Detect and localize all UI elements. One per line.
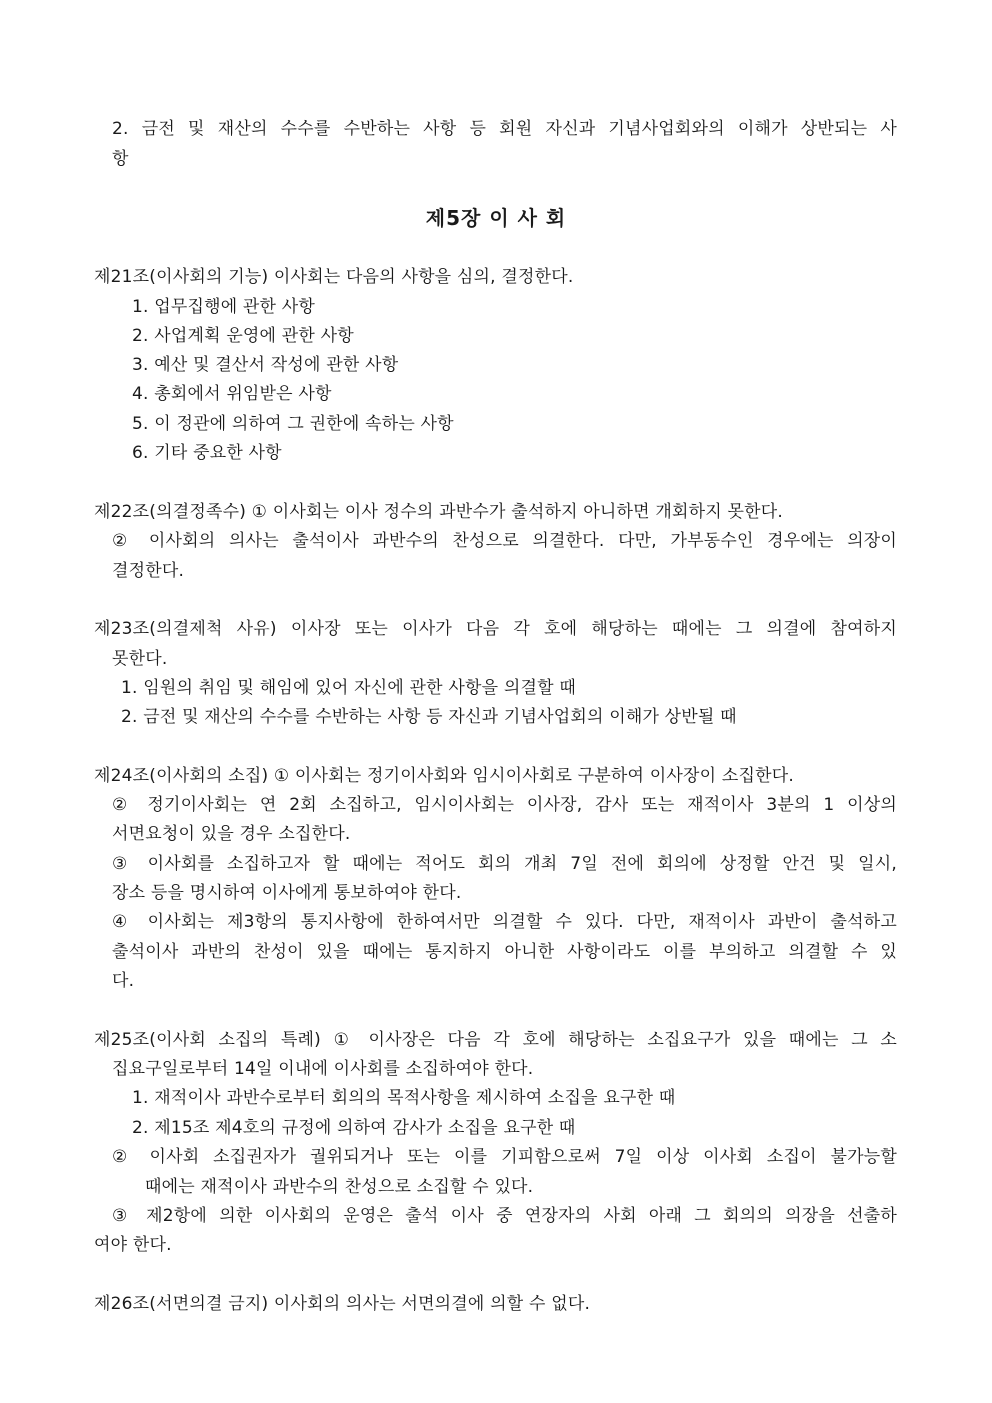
article-21-item: 1. 업무집행에 관한 사항 xyxy=(132,297,316,317)
article-24-paragraph: 출석이사 과반의 찬성이 있을 때에는 통지하지 아니한 사항이라도 이를 부의하고 의결할 수 있 xyxy=(112,942,897,962)
article-25-paragraph: ② 이사회 소집권자가 궐위되거나 또는 이를 기피함으로써 7일 이상 이사회 소집이 불가능할 xyxy=(112,1147,897,1167)
article-25-heading: 제25조(이사회 소집의 특례) ① 이사장은 다음 각 호에 해당하는 소집요구가 있을 때에는 그 소 xyxy=(94,1030,897,1050)
article-24-paragraph: ③ 이사회를 소집하고자 할 때에는 적어도 회의 개최 7일 전에 회의에 상정할 안건 및 일시, xyxy=(112,854,897,874)
article-21-item: 3. 예산 및 결산서 작성에 관한 사항 xyxy=(132,355,399,375)
article-26-heading: 제26조(서면의결 금지) 이사회의 의사는 서면의결에 의할 수 없다. xyxy=(94,1294,591,1314)
article-21-item: 2. 사업계획 운영에 관한 사항 xyxy=(132,326,354,346)
article-25-heading: 집요구일로부터 14일 이내에 이사회를 소집하여야 한다. xyxy=(112,1059,534,1079)
article-24-paragraph: 서면요청이 있을 경우 소집한다. xyxy=(112,824,351,844)
article-24-paragraph: ④ 이사회는 제3항의 통지사항에 한하여서만 의결할 수 있다. 다만, 재적이사 과반이 출석하고 xyxy=(112,912,897,932)
article-24-paragraph: 다. xyxy=(112,971,135,991)
article-24-paragraph: ② 정기이사회는 연 2회 소집하고, 임시이사회는 이사장, 감사 또는 재적이사 3분의 1 이상의 xyxy=(112,795,897,815)
article-25-paragraph: ③ 제2항에 의한 이사회의 운영은 출석 이사 중 연장자의 사회 아래 그 회의의 의장을 선출하 xyxy=(112,1206,897,1226)
article-24-paragraph: 장소 등을 명시하여 이사에게 통보하여야 한다. xyxy=(112,883,462,903)
article-21-item: 5. 이 정관에 의하여 그 권한에 속하는 사항 xyxy=(132,414,454,434)
article-21-heading: 제21조(이사회의 기능) 이사회는 다음의 사항을 심의, 결정한다. xyxy=(94,267,574,287)
article-22-paragraph: 결정한다. xyxy=(112,561,185,581)
article-23-item: 2. 금전 및 재산의 수수를 수반하는 사항 등 자신과 기념사업회의 이해가 상반될 때 xyxy=(121,707,737,727)
article-22-paragraph: ② 이사회의 의사는 출석이사 과반수의 찬성으로 의결한다. 다만, 가부동수인 경우에는 의장이 xyxy=(112,531,897,551)
article-24-heading: 제24조(이사회의 소집) ① 이사회는 정기이사회와 임시이사회로 구분하여 이사장이 소집한다. xyxy=(94,766,794,786)
chapter-title: 제5장 이 사 회 xyxy=(425,206,567,230)
article-25-item: 2. 제15조 제4호의 규정에 의하여 감사가 소집을 요구한 때 xyxy=(132,1118,576,1138)
article-25-paragraph: 때에는 재적이사 과반수의 찬성으로 소집할 수 있다. xyxy=(145,1177,534,1197)
article-21-item: 4. 총회에서 위임받은 사항 xyxy=(132,384,332,404)
article-23-item: 1. 임원의 취임 및 해임에 있어 자신에 관한 사항을 의결할 때 xyxy=(121,678,576,698)
article-22-heading: 제22조(의결정족수) ① 이사회는 이사 정수의 과반수가 출석하지 아니하면 개회하지 못한다. xyxy=(94,502,783,522)
article-23-heading: 못한다. xyxy=(112,649,168,669)
article-25-paragraph: 여야 한다. xyxy=(94,1235,172,1255)
article-21-item: 6. 기타 중요한 사항 xyxy=(132,443,282,463)
prev-item-line: 항 xyxy=(112,149,129,169)
article-25-item: 1. 재적이사 과반수로부터 회의의 목적사항을 제시하여 소집을 요구한 때 xyxy=(132,1088,676,1108)
prev-item-line: 2. 금전 및 재산의 수수를 수반하는 사항 등 회원 자신과 기념사업회와의 이해가 상반되는 사 xyxy=(112,119,897,139)
article-23-heading: 제23조(의결제척 사유) 이사장 또는 이사가 다음 각 호에 해당하는 때에는 그 의결에 참여하지 xyxy=(94,619,897,639)
